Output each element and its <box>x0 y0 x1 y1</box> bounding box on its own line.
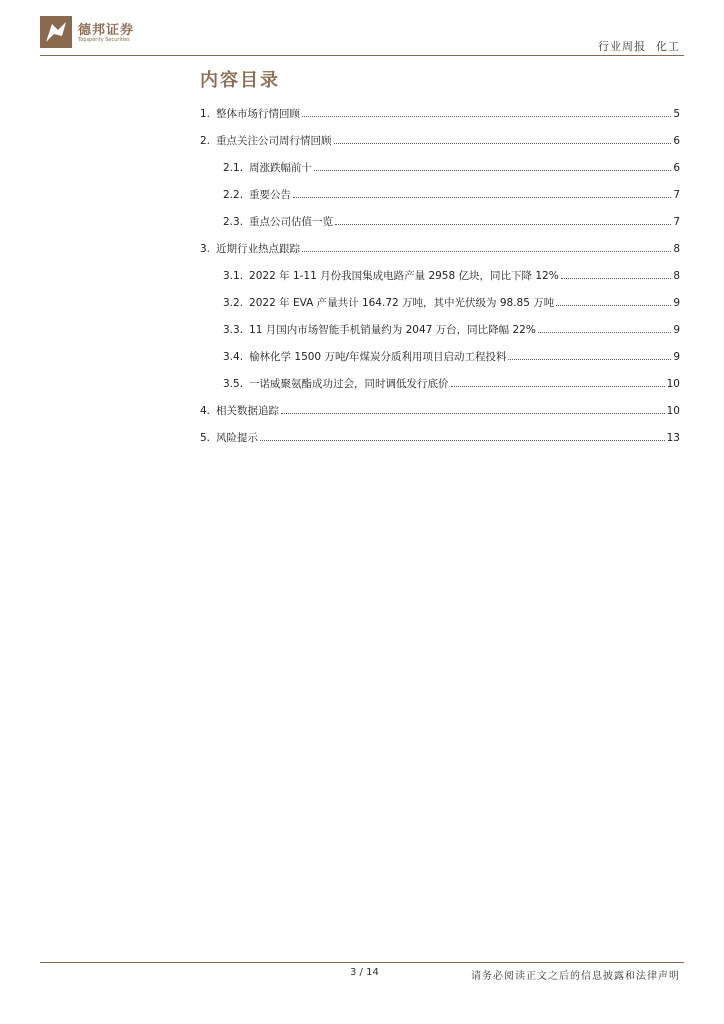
toc-entry[interactable] <box>200 241 680 268</box>
toc-leader <box>335 224 671 225</box>
report-category <box>598 38 680 54</box>
toc-entry-page: 7 <box>673 189 680 201</box>
toc-entry-number: 5. <box>200 432 211 444</box>
toc-entry-page: 6 <box>673 162 680 174</box>
toc-entry-number: 4. <box>200 405 211 417</box>
toc-subentry[interactable] <box>200 322 680 349</box>
toc-title: 内容目录 <box>200 70 280 91</box>
toc-subentry[interactable] <box>200 160 680 187</box>
toc-entry-label: 一诺威聚氨酯成功过会，同时调低发行底价 <box>249 378 449 390</box>
toc-entry-number: 2.2. <box>223 189 244 201</box>
toc-entry-number: 2. <box>200 135 211 147</box>
logo-mark-icon <box>40 16 72 48</box>
toc-entry-page: 6 <box>673 135 680 147</box>
logo-subtext: Topsperity Securities <box>78 37 130 43</box>
toc-entry-page: 9 <box>673 297 680 309</box>
toc-subentry[interactable] <box>200 187 680 214</box>
toc-leader <box>260 440 665 441</box>
toc-entry-label: 风险提示 <box>216 432 259 444</box>
toc-entry-number: 3.2. <box>223 297 244 309</box>
toc-entry-label: 2022 年 EVA 产量共计 164.72 万吨，其中光伏级为 98.85 万吨 <box>249 297 555 309</box>
sector-label: 化工 <box>656 40 680 53</box>
toc-subentry[interactable] <box>200 349 680 376</box>
toc-leader <box>508 359 671 360</box>
toc-entry-number: 3.5. <box>223 378 244 390</box>
toc-entry[interactable] <box>200 106 680 133</box>
toc-entry-label: 重要公告 <box>249 189 292 201</box>
toc-entry-number: 1. <box>200 108 211 120</box>
company-logo <box>40 16 180 50</box>
toc-entry-label: 重点公司估值一览 <box>249 216 334 228</box>
toc-subentry[interactable] <box>200 268 680 295</box>
toc-entry[interactable] <box>200 133 680 160</box>
toc-entry-page: 10 <box>666 378 680 390</box>
toc-entry[interactable] <box>200 430 680 457</box>
toc-leader <box>314 170 671 171</box>
toc-entry-page: 13 <box>666 432 680 444</box>
toc-leader <box>334 143 672 144</box>
toc-entry-label: 11 月国内市场智能手机销量约为 2047 万台，同比降幅 22% <box>249 324 536 336</box>
toc-entry-page: 7 <box>673 216 680 228</box>
toc-entry-page: 9 <box>673 324 680 336</box>
report-type: 行业周报 <box>598 40 646 53</box>
toc-entry-page: 10 <box>666 405 680 417</box>
logo-text: 德邦证券 <box>78 23 135 38</box>
page-number: 3 / 14 <box>350 967 379 978</box>
toc-leader <box>538 332 671 333</box>
toc-entry-number: 2.1. <box>223 162 244 174</box>
toc-entry-label: 2022 年 1-11 月份我国集成电路产量 2958 亿块，同比下降 12% <box>249 270 559 282</box>
legal-disclaimer: 请务必阅读正文之后的信息披露和法律声明 <box>471 971 680 982</box>
toc-entry-label: 榆林化学 1500 万吨/年煤炭分质利用项目启动工程投料 <box>249 351 507 363</box>
footer-divider <box>40 962 684 963</box>
toc-leader <box>556 305 671 306</box>
toc-leader <box>302 116 671 117</box>
toc-entry-number: 2.3. <box>223 216 244 228</box>
toc-entry-number: 3.1. <box>223 270 244 282</box>
toc-entry-label: 重点关注公司周行情回顾 <box>216 135 332 147</box>
toc-entry-label: 周涨跌幅前十 <box>249 162 313 174</box>
toc-leader <box>561 278 672 279</box>
toc-subentry[interactable] <box>200 295 680 322</box>
toc-entry-page: 8 <box>673 270 680 282</box>
toc-entry-page: 8 <box>673 243 680 255</box>
toc-entry-label: 近期行业热点跟踪 <box>216 243 301 255</box>
toc-entry-page: 9 <box>673 351 680 363</box>
toc-entry-number: 3. <box>200 243 211 255</box>
toc-entry-number: 3.4. <box>223 351 244 363</box>
toc-entry-label: 相关数据追踪 <box>216 405 280 417</box>
toc-leader <box>302 251 671 252</box>
header-divider <box>40 55 684 56</box>
toc-subentry[interactable] <box>200 376 680 403</box>
table-of-contents <box>200 106 680 457</box>
toc-entry[interactable] <box>200 403 680 430</box>
toc-leader <box>281 413 665 414</box>
toc-entry-page: 5 <box>673 108 680 120</box>
toc-entry-label: 整体市场行情回顾 <box>216 108 301 120</box>
toc-entry-number: 3.3. <box>223 324 244 336</box>
toc-leader <box>293 197 671 198</box>
toc-leader <box>451 386 665 387</box>
toc-subentry[interactable] <box>200 214 680 241</box>
